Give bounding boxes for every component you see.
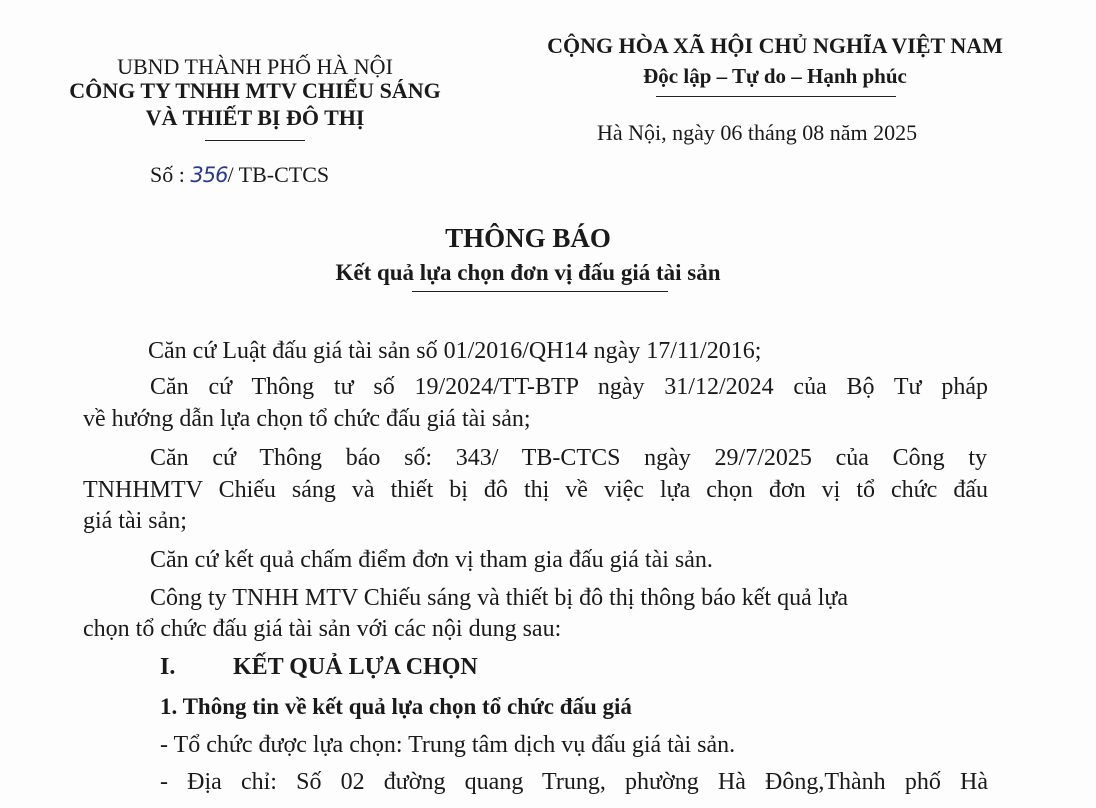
basis-paragraph-3-line-3: giá tài sản;	[83, 508, 187, 534]
national-motto: Độc lập – Tự do – Hạnh phúc	[643, 64, 907, 88]
section-number: I.	[160, 654, 176, 680]
basis-paragraph-1: Căn cứ Luật đấu giá tài sản số 01/2016/QH14 ngày 17/11/2016;	[148, 338, 762, 364]
document-subtitle: Kết quả lựa chọn đơn vị đấu giá tài sản	[335, 260, 721, 285]
basis-paragraph-2-line-1: Căn cứ Thông tư số 19/2024/TT-BTP ngày 31/12/2024 của Bộ Tư pháp	[150, 374, 988, 400]
document-number-suffix: / TB-CTCS	[227, 162, 330, 187]
basis-paragraph-2-line-2: về hướng dẫn lựa chọn tổ chức đấu giá tài sản;	[83, 406, 531, 432]
issuer-company-line2: VÀ THIẾT BỊ ĐÔ THỊ	[145, 105, 365, 130]
basis-paragraph-3-line-1: Căn cứ Thông báo số: 343/ TB-CTCS ngày 29/7/2025 của Công ty	[150, 445, 987, 471]
subtitle-underline	[412, 291, 668, 292]
document-title: THÔNG BÁO	[445, 223, 611, 253]
document-date: Hà Nội, ngày 06 tháng 08 năm 2025	[597, 120, 918, 145]
document-number-prefix: Số :	[150, 162, 185, 187]
basis-paragraph-4: Căn cứ kết quả chấm điểm đơn vị tham gia đấu giá tài sản.	[150, 547, 713, 573]
document-number-handwritten: 356	[190, 163, 228, 187]
announcement-paragraph-line-2: chọn tổ chức đấu giá tài sản với các nội dung sau:	[83, 616, 562, 642]
selected-organization: - Tổ chức được lựa chọn: Trung tâm dịch vụ đấu giá tài sản.	[160, 732, 736, 758]
issuer-authority: UBND THÀNH PHỐ HÀ NỘI	[117, 54, 393, 79]
motto-underline	[656, 96, 896, 97]
subsection-heading: 1. Thông tin về kết quả lựa chọn tổ chức đấu giá	[160, 694, 632, 719]
document-number	[150, 160, 329, 190]
section-title: KẾT QUẢ LỰA CHỌN	[233, 654, 478, 680]
issuer-underline	[205, 140, 305, 141]
organization-address: - Địa chỉ: Số 02 đường quang Trung, phường Hà Đông,Thành phố Hà	[160, 769, 988, 795]
announcement-paragraph-line-1: Công ty TNHH MTV Chiếu sáng và thiết bị đô thị thông báo kết quả lựa	[150, 585, 849, 611]
basis-paragraph-3-line-2: TNHHMTV Chiếu sáng và thiết bị đô thị về việc lựa chọn đơn vị tổ chức đấu	[83, 477, 988, 503]
issuer-company-line1: CÔNG TY TNHH MTV CHIẾU SÁNG	[69, 78, 441, 103]
national-title: CỘNG HÒA XÃ HỘI CHỦ NGHĨA VIỆT NAM	[547, 33, 1003, 58]
